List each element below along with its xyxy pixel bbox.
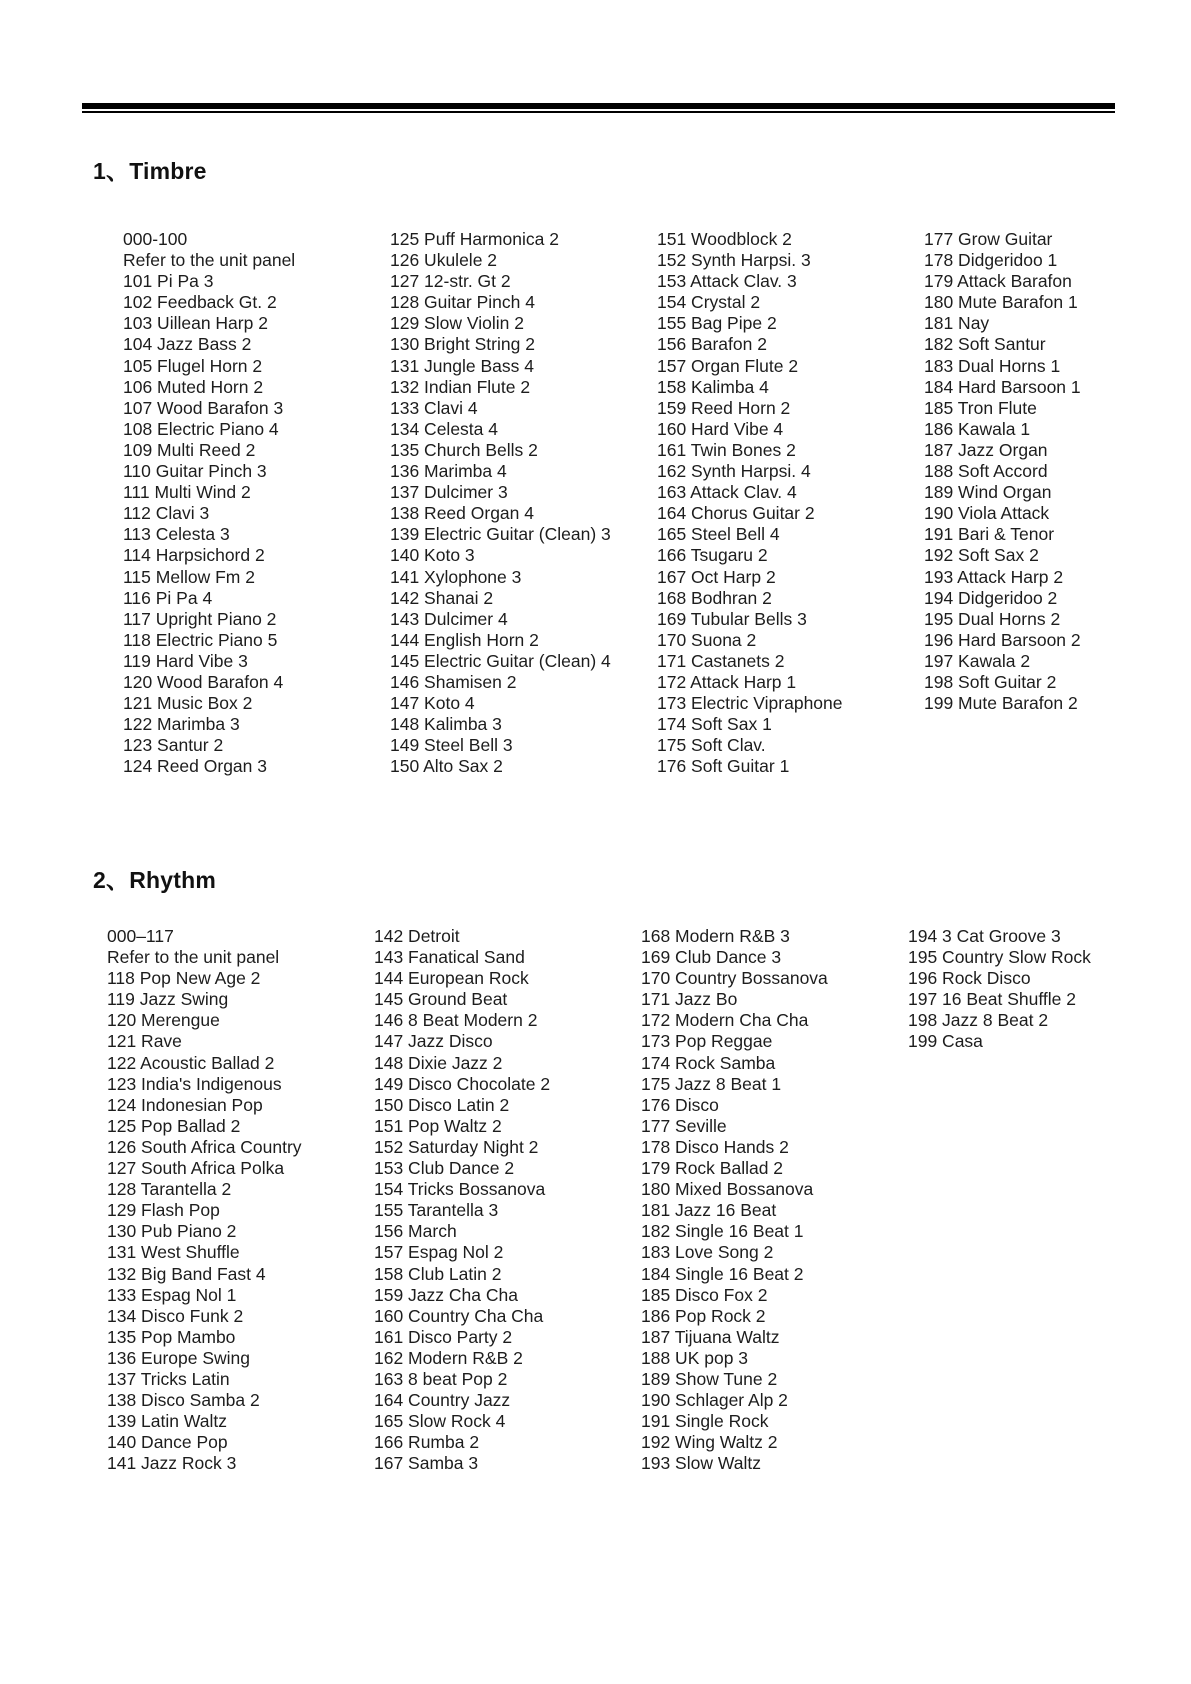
list-item: 176 Soft Guitar 1 [657, 756, 790, 777]
list-item: 192 Wing Waltz 2 [641, 1432, 778, 1453]
list-item: 127 South Africa Polka [107, 1158, 285, 1179]
list-item: Refer to the unit panel [123, 250, 296, 271]
header-rule-thin [82, 111, 1115, 113]
list-item: 196 Rock Disco [908, 968, 1031, 989]
list-item: 146 Shamisen 2 [390, 671, 517, 692]
list-item: 173 Electric Vipraphone [657, 693, 843, 714]
list-item: 194 Didgeridoo 2 [924, 587, 1058, 608]
list-item: 120 Wood Barafon 4 [123, 671, 284, 692]
list-item: 177 Seville [641, 1115, 727, 1136]
list-item: 199 Casa [908, 1031, 983, 1052]
list-item: 106 Muted Horn 2 [123, 376, 264, 397]
rhythm-column-3 [641, 926, 828, 1474]
list-item: 129 Slow Violin 2 [390, 313, 524, 334]
list-item: 147 Jazz Disco [374, 1031, 493, 1052]
list-item: 150 Disco Latin 2 [374, 1094, 510, 1115]
list-item: 153 Attack Clav. 3 [657, 271, 797, 292]
list-item: 142 Detroit [374, 926, 460, 946]
list-item: 195 Dual Horns 2 [924, 608, 1061, 629]
list-item: 107 Wood Barafon 3 [123, 397, 284, 418]
list-item: 167 Oct Harp 2 [657, 566, 776, 587]
list-item: 179 Rock Ballad 2 [641, 1158, 784, 1179]
list-item: 180 Mixed Bossanova [641, 1179, 814, 1200]
list-item: 179 Attack Barafon [924, 271, 1072, 292]
list-item: 157 Organ Flute 2 [657, 355, 799, 376]
list-item: 181 Nay [924, 313, 990, 334]
list-item: 170 Suona 2 [657, 629, 757, 650]
list-item: 140 Koto 3 [390, 545, 475, 566]
list-item: 174 Soft Sax 1 [657, 714, 772, 735]
list-item: 171 Jazz Bo [641, 989, 738, 1010]
section-title-timbre: 1、Timbre [93, 158, 207, 184]
list-item: 166 Rumba 2 [374, 1432, 480, 1453]
list-item: 137 Dulcimer 3 [390, 482, 508, 503]
list-item: 180 Mute Barafon 1 [924, 292, 1078, 313]
list-item: 115 Mellow Fm 2 [123, 566, 255, 587]
list-item: 198 Jazz 8 Beat 2 [908, 1010, 1049, 1031]
list-item: 166 Tsugaru 2 [657, 545, 768, 566]
list-item: 121 Rave [107, 1031, 182, 1052]
list-item: 124 Indonesian Pop [107, 1094, 263, 1115]
list-item: 129 Flash Pop [107, 1200, 220, 1221]
list-item: 142 Shanai 2 [390, 587, 494, 608]
list-item: 131 West Shuffle [107, 1242, 240, 1263]
list-item: 144 European Rock [374, 968, 529, 989]
list-item: 176 Disco [641, 1094, 719, 1115]
list-item: 137 Tricks Latin [107, 1368, 230, 1389]
list-item: 181 Jazz 16 Beat [641, 1200, 777, 1221]
list-item: 144 English Horn 2 [390, 629, 539, 650]
list-item: 102 Feedback Gt. 2 [123, 292, 277, 313]
list-item: 167 Samba 3 [374, 1453, 479, 1474]
list-item: 147 Koto 4 [390, 693, 475, 714]
list-item: 183 Love Song 2 [641, 1242, 774, 1263]
list-item: 169 Club Dance 3 [641, 947, 782, 968]
list-item: 162 Synth Harpsi. 4 [657, 461, 811, 482]
list-item: 182 Soft Santur [924, 334, 1046, 355]
list-item: 138 Disco Samba 2 [107, 1390, 260, 1411]
list-item: 184 Single 16 Beat 2 [641, 1263, 804, 1284]
list-item: 136 Marimba 4 [390, 461, 507, 482]
list-item: 117 Upright Piano 2 [123, 608, 277, 629]
timbre-column-3 [657, 229, 843, 777]
list-item: 161 Twin Bones 2 [657, 439, 796, 460]
list-item: 195 Country Slow Rock [908, 947, 1091, 968]
list-item: 157 Espag Nol 2 [374, 1242, 504, 1263]
list-item: 125 Puff Harmonica 2 [390, 229, 559, 249]
list-item: 132 Big Band Fast 4 [107, 1263, 266, 1284]
list-item: 110 Guitar Pinch 3 [123, 461, 267, 482]
list-item: 189 Show Tune 2 [641, 1368, 778, 1389]
list-item: 151 Woodblock 2 [657, 229, 792, 249]
list-item: 159 Reed Horn 2 [657, 397, 791, 418]
list-item: 108 Electric Piano 4 [123, 418, 279, 439]
list-item: 118 Pop New Age 2 [107, 968, 261, 989]
list-item: 126 South Africa Country [107, 1136, 302, 1157]
list-item: 116 Pi Pa 4 [123, 587, 213, 608]
list-item: 000–117 [107, 926, 174, 946]
list-item: 165 Steel Bell 4 [657, 524, 780, 545]
list-item: 135 Pop Mambo [107, 1326, 236, 1347]
list-item: 123 India's Indigenous [107, 1073, 282, 1094]
list-item: 145 Electric Guitar (Clean) 4 [390, 650, 611, 671]
list-item: 161 Disco Party 2 [374, 1326, 513, 1347]
list-item: 198 Soft Guitar 2 [924, 671, 1057, 692]
list-item: 130 Bright String 2 [390, 334, 535, 355]
list-item: 153 Club Dance 2 [374, 1158, 515, 1179]
list-item: 146 8 Beat Modern 2 [374, 1010, 538, 1031]
list-item: 118 Electric Piano 5 [123, 629, 278, 650]
list-item: 143 Dulcimer 4 [390, 608, 508, 629]
list-item: 183 Dual Horns 1 [924, 355, 1061, 376]
list-item: 150 Alto Sax 2 [390, 756, 503, 777]
list-item: 101 Pi Pa 3 [123, 271, 214, 292]
list-item: 130 Pub Piano 2 [107, 1221, 237, 1242]
list-item: 148 Dixie Jazz 2 [374, 1052, 503, 1073]
list-item: 141 Jazz Rock 3 [107, 1453, 237, 1474]
list-item: 165 Slow Rock 4 [374, 1411, 506, 1432]
list-item: 111 Multi Wind 2 [123, 482, 251, 503]
timbre-column-2 [390, 229, 611, 777]
list-item: 154 Crystal 2 [657, 292, 761, 313]
timbre-column-1 [123, 229, 295, 777]
list-item: 152 Saturday Night 2 [374, 1136, 539, 1157]
list-item: 185 Disco Fox 2 [641, 1284, 768, 1305]
list-item: 156 March [374, 1221, 457, 1242]
timbre-column-4 [924, 229, 1081, 714]
list-item: 134 Disco Funk 2 [107, 1305, 244, 1326]
list-item: 140 Dance Pop [107, 1432, 228, 1453]
list-item: 113 Celesta 3 [123, 524, 230, 545]
list-item: 197 Kawala 2 [924, 650, 1031, 671]
list-item: 148 Kalimba 3 [390, 714, 502, 735]
list-item: 177 Grow Guitar [924, 229, 1053, 249]
list-item: 162 Modern R&B 2 [374, 1347, 523, 1368]
list-item: 124 Reed Organ 3 [123, 756, 267, 777]
list-item: 175 Jazz 8 Beat 1 [641, 1073, 782, 1094]
list-item: 169 Tubular Bells 3 [657, 608, 807, 629]
list-item: 159 Jazz Cha Cha [374, 1284, 518, 1305]
list-item: 155 Bag Pipe 2 [657, 313, 777, 334]
list-item: 175 Soft Clav. [657, 735, 766, 756]
list-item: 132 Indian Flute 2 [390, 376, 531, 397]
list-item: 188 UK pop 3 [641, 1347, 749, 1368]
list-item: 126 Ukulele 2 [390, 250, 498, 271]
list-item: 109 Multi Reed 2 [123, 439, 256, 460]
list-item: 119 Jazz Swing [107, 989, 229, 1010]
list-item: 185 Tron Flute [924, 397, 1037, 418]
list-item: 103 Uillean Harp 2 [123, 313, 268, 334]
list-item: 122 Acoustic Ballad 2 [107, 1052, 275, 1073]
list-item: 193 Slow Waltz [641, 1453, 761, 1474]
list-item: 145 Ground Beat [374, 989, 508, 1010]
list-item: 170 Country Bossanova [641, 968, 828, 989]
list-item: 172 Attack Harp 1 [657, 671, 797, 692]
list-item: 160 Hard Vibe 4 [657, 418, 784, 439]
list-item: 191 Single Rock [641, 1411, 769, 1432]
section-title-rhythm: 2、Rhythm [93, 867, 217, 893]
list-item: 168 Modern R&B 3 [641, 926, 790, 946]
list-item: 138 Reed Organ 4 [390, 503, 534, 524]
list-item: 164 Chorus Guitar 2 [657, 503, 815, 524]
list-item: 164 Country Jazz [374, 1390, 511, 1411]
list-item: 197 16 Beat Shuffle 2 [908, 989, 1077, 1010]
list-item: 134 Celesta 4 [390, 418, 498, 439]
list-item: 168 Bodhran 2 [657, 587, 772, 608]
list-item: 127 12-str. Gt 2 [390, 271, 511, 292]
list-item: 128 Guitar Pinch 4 [390, 292, 535, 313]
list-item: 174 Rock Samba [641, 1052, 776, 1073]
list-item: 149 Steel Bell 3 [390, 735, 513, 756]
list-item: 151 Pop Waltz 2 [374, 1115, 502, 1136]
rhythm-column-1 [107, 926, 302, 1474]
list-item: 143 Fanatical Sand [374, 947, 525, 968]
list-item: 171 Castanets 2 [657, 650, 785, 671]
list-item: 139 Latin Waltz [107, 1411, 227, 1432]
list-item: 155 Tarantella 3 [374, 1200, 499, 1221]
list-item: 158 Kalimba 4 [657, 376, 769, 397]
list-item: 178 Didgeridoo 1 [924, 250, 1058, 271]
list-item: 182 Single 16 Beat 1 [641, 1221, 804, 1242]
list-item: 184 Hard Barsoon 1 [924, 376, 1081, 397]
list-item: 158 Club Latin 2 [374, 1263, 502, 1284]
list-item: 125 Pop Ballad 2 [107, 1115, 241, 1136]
list-item: 187 Jazz Organ [924, 439, 1048, 460]
list-item: 186 Pop Rock 2 [641, 1305, 766, 1326]
list-item: 190 Viola Attack [924, 503, 1050, 524]
list-item: 160 Country Cha Cha [374, 1305, 544, 1326]
rhythm-column-2 [374, 926, 550, 1474]
list-item: 173 Pop Reggae [641, 1031, 773, 1052]
list-item: Refer to the unit panel [107, 947, 280, 968]
list-item: 187 Tijuana Waltz [641, 1326, 780, 1347]
list-item: 163 8 beat Pop 2 [374, 1368, 508, 1389]
list-item: 194 3 Cat Groove 3 [908, 926, 1061, 946]
list-item: 141 Xylophone 3 [390, 566, 522, 587]
list-item: 112 Clavi 3 [123, 503, 210, 524]
list-item: 196 Hard Barsoon 2 [924, 629, 1081, 650]
list-item: 139 Electric Guitar (Clean) 3 [390, 524, 611, 545]
list-item: 122 Marimba 3 [123, 714, 240, 735]
list-item: 133 Clavi 4 [390, 397, 478, 418]
list-item: 123 Santur 2 [123, 735, 224, 756]
list-item: 120 Merengue [107, 1010, 220, 1031]
list-item: 119 Hard Vibe 3 [123, 650, 248, 671]
list-item: 149 Disco Chocolate 2 [374, 1073, 551, 1094]
list-item: 156 Barafon 2 [657, 334, 767, 355]
list-item: 114 Harpsichord 2 [123, 545, 265, 566]
list-item: 178 Disco Hands 2 [641, 1136, 789, 1157]
list-item: 190 Schlager Alp 2 [641, 1390, 788, 1411]
list-item: 121 Music Box 2 [123, 693, 253, 714]
rhythm-column-4 [908, 926, 1091, 1053]
list-item: 186 Kawala 1 [924, 418, 1031, 439]
list-item: 172 Modern Cha Cha [641, 1010, 809, 1031]
list-item: 199 Mute Barafon 2 [924, 693, 1078, 714]
list-item: 135 Church Bells 2 [390, 439, 538, 460]
list-item: 104 Jazz Bass 2 [123, 334, 252, 355]
list-item: 136 Europe Swing [107, 1347, 251, 1368]
header-rule-thick [82, 103, 1115, 109]
list-item: 000-100 [123, 229, 188, 249]
list-item: 191 Bari & Tenor [924, 524, 1055, 545]
list-item: 188 Soft Accord [924, 461, 1048, 482]
list-item: 154 Tricks Bossanova [374, 1179, 546, 1200]
list-item: 152 Synth Harpsi. 3 [657, 250, 811, 271]
list-item: 189 Wind Organ [924, 482, 1052, 503]
list-item: 128 Tarantella 2 [107, 1179, 232, 1200]
list-item: 193 Attack Harp 2 [924, 566, 1064, 587]
list-item: 131 Jungle Bass 4 [390, 355, 534, 376]
list-item: 192 Soft Sax 2 [924, 545, 1039, 566]
list-item: 133 Espag Nol 1 [107, 1284, 237, 1305]
list-item: 163 Attack Clav. 4 [657, 482, 797, 503]
list-item: 105 Flugel Horn 2 [123, 355, 263, 376]
